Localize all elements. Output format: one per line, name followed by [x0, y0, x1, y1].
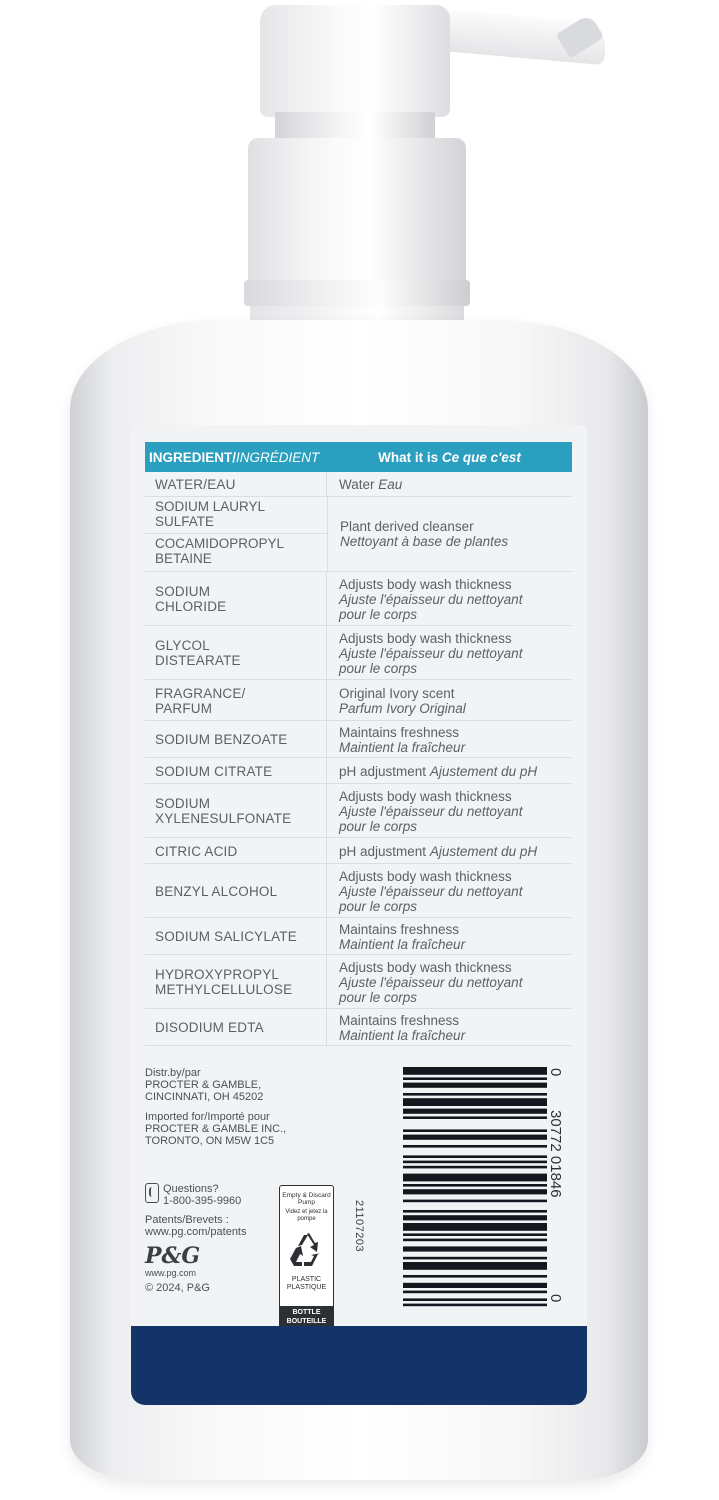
barcode-bar: [403, 1298, 547, 1301]
ingredient-line: SODIUM: [155, 584, 211, 599]
ingredient-purpose: [327, 758, 572, 783]
table-row: [145, 784, 572, 838]
ingredient-purpose: [327, 838, 572, 863]
table-header: [145, 442, 572, 472]
header-what: [327, 450, 572, 465]
purpose-en: Original Ivory scent: [339, 685, 455, 701]
ingredient-line: SODIUM BENZOATE: [155, 732, 288, 747]
barcode-bar: [403, 1077, 547, 1080]
barcode-bar: [403, 1210, 547, 1213]
purpose-line: [339, 477, 572, 492]
recycle-instruction: Empty & Discard Pump: [282, 1192, 331, 1206]
table-row-group: [145, 497, 572, 572]
ingredient-line: COCAMIDOPROPYL: [155, 536, 285, 551]
purpose-en: Plant derived cleanser: [340, 519, 474, 534]
pg-website: www.pg.com: [145, 1268, 197, 1278]
ingredient-purpose: [327, 918, 572, 954]
barcode-bar: [403, 1135, 547, 1140]
ingredient-name: [145, 955, 327, 1008]
table-row: [145, 838, 572, 864]
questions-label: Questions?: [163, 1183, 219, 1195]
table-row: [145, 626, 572, 680]
ingredient-line: CHLORIDE: [155, 599, 227, 614]
barcode-bar: [403, 1223, 547, 1231]
barcode-bar: [403, 1262, 547, 1270]
barcode-bar: [403, 1283, 547, 1288]
distributor-info: [145, 1067, 305, 1155]
purpose-fr: Ajuste l'épaisseur du nettoyant: [339, 803, 523, 819]
header-what-fr: Ce que c'est: [441, 449, 521, 465]
lot-code: 21107203: [353, 1200, 365, 1253]
purpose-en: Adjusts body wash thickness: [339, 959, 512, 975]
purpose-fr-cont: pour le corps: [339, 818, 418, 834]
ingredient-purpose: [327, 572, 572, 625]
purpose-en: pH adjustment: [339, 843, 427, 859]
phone-text: [163, 1183, 241, 1207]
barcode-bar: [403, 1067, 547, 1075]
pump-collar: [248, 138, 466, 298]
phone-icon: [145, 1183, 159, 1203]
material-en: PLASTIC: [291, 1276, 322, 1283]
patents-url: www.pg.com/patents: [145, 1226, 247, 1238]
type-fr: BOUTEILLE: [286, 1318, 327, 1325]
group-ingredients: [145, 497, 328, 571]
purpose-fr-cont: pour le corps: [339, 606, 418, 622]
ingredient-line: METHYLCELLULOSE: [155, 982, 293, 997]
barcode-digit-left: 0: [547, 1068, 564, 1077]
collar-ring: [244, 280, 470, 306]
ingredient-name: [145, 534, 327, 571]
recycle-material: [280, 1276, 333, 1292]
recycle-type: [279, 1306, 334, 1328]
ingredient-purpose: [327, 864, 572, 917]
purpose-fr-cont: pour le corps: [339, 898, 418, 914]
barcode-bar: [403, 1093, 547, 1096]
table-row: [145, 680, 572, 721]
purpose-fr: Maintient la fraîcheur: [339, 936, 466, 952]
barcode-bar: [403, 1275, 547, 1278]
purpose-line: [339, 844, 572, 859]
header-ingredient: [145, 450, 327, 465]
purpose-en: pH adjustment: [339, 763, 427, 779]
barcode-bar: [403, 1257, 547, 1260]
barcode-bar: [403, 1098, 547, 1106]
ingredient-purpose: [327, 955, 572, 1008]
copyright: © 2024, P&G: [145, 1282, 210, 1294]
table-row: [145, 955, 572, 1009]
purpose-en: Adjusts body wash thickness: [339, 630, 512, 646]
barcode-bar: [403, 1304, 547, 1307]
barcode-digits: [547, 1066, 566, 1306]
recycle-badge: [279, 1185, 334, 1328]
ingredient-name: [145, 1009, 327, 1045]
distr-line3: CINCINNATI, OH 45202: [145, 1091, 264, 1103]
ingredient-line: CITRIC ACID: [155, 843, 238, 859]
ingredient-name: [145, 572, 327, 625]
ingredient-line: SODIUM LAURYL: [155, 499, 266, 514]
barcode-bar: [403, 1083, 547, 1088]
phone-number: 1-800-395-9960: [163, 1195, 242, 1207]
purpose-fr: Ajuste l'épaisseur du nettoyant: [339, 591, 523, 607]
import-line1: Imported for/Importé pour: [145, 1111, 270, 1123]
material-fr: PLASTIQUE: [286, 1284, 327, 1291]
purpose-en: Water: [339, 477, 375, 492]
ingredient-purpose: [327, 721, 572, 757]
ingredient-purpose: [327, 680, 572, 720]
ingredient-name: [145, 472, 327, 496]
ingredient-line: BETAINE: [155, 551, 212, 566]
purpose-fr: Ajustement du pH: [429, 763, 538, 779]
navy-label-band: [131, 1326, 587, 1405]
ingredient-line: DISTEARATE: [155, 653, 241, 668]
purpose-fr: Eau: [378, 477, 403, 492]
purpose-en: Maintains freshness: [339, 921, 460, 937]
distr-line1: Distr.by/par: [145, 1067, 201, 1079]
distr-line2: PROCTER & GAMBLE,: [145, 1079, 262, 1091]
ingredient-line: BENZYL ALCOHOL: [155, 883, 278, 899]
ingredient-line: DISODIUM EDTA: [155, 1020, 264, 1035]
barcode-bar: [403, 1116, 547, 1119]
purpose-fr-cont: pour le corps: [339, 989, 418, 1005]
purpose-fr: Parfum Ivory Original: [339, 700, 466, 716]
barcode-bar: [403, 1161, 547, 1164]
barcode-bar: [403, 1189, 547, 1194]
purpose-fr: Ajustement du pH: [429, 843, 538, 859]
purpose-fr: Ajuste l'épaisseur du nettoyant: [339, 974, 523, 990]
barcode-digits-mid: 30772 01846: [547, 1110, 564, 1198]
patents-line1: Patents/Brevets :: [145, 1214, 229, 1226]
header-what-en: What it is: [378, 449, 439, 465]
barcode-bar: [403, 1200, 547, 1203]
barcode-bar: [403, 1291, 547, 1294]
table-row: [145, 572, 572, 626]
recycle-instruction-fr: Videz et jetez la pompe: [285, 1209, 328, 1222]
purpose-en: Maintains freshness: [339, 1012, 460, 1028]
pump-stem: [275, 112, 435, 140]
barcode-bar: [403, 1246, 547, 1251]
ingredient-purpose: [327, 626, 572, 679]
table-row: [145, 472, 572, 497]
ingredient-line: SODIUM SALICYLATE: [155, 929, 297, 944]
ingredient-line: SODIUM CITRATE: [155, 763, 273, 779]
barcode-bar: [403, 1174, 547, 1182]
purpose-en: Adjusts body wash thickness: [339, 576, 512, 592]
purpose-en: Maintains freshness: [339, 724, 460, 740]
table-row: [145, 918, 572, 955]
ingredient-line: WATER/EAU: [155, 477, 236, 492]
table-row: [145, 758, 572, 784]
barcode-bar: [403, 1145, 547, 1148]
barcode: [403, 1063, 563, 1309]
ingredient-line: PARFUM: [155, 700, 213, 716]
ingredient-name: [145, 680, 327, 720]
header-ingredient-fr: INGRÉDIENT: [236, 449, 320, 465]
recycle-icon: [287, 1232, 327, 1270]
purpose-fr: Maintient la fraîcheur: [339, 739, 466, 755]
ingredient-line: XYLENESULFONATE: [155, 811, 292, 826]
ingredient-name: [145, 864, 327, 917]
purpose-line: [339, 764, 572, 779]
barcode-bar: [403, 1129, 547, 1132]
table-row: [145, 1009, 572, 1046]
ingredients-table: [145, 442, 572, 1046]
ingredient-name: [145, 758, 327, 783]
purpose-fr: Ajuste l'épaisseur du nettoyant: [339, 645, 523, 661]
table-row: [145, 721, 572, 758]
barcode-bar: [403, 1239, 547, 1242]
purpose-fr-cont: pour le corps: [339, 660, 418, 676]
ingredient-purpose: [328, 497, 572, 571]
purpose-fr: Nettoyant à base de plantes: [340, 534, 509, 549]
purpose-en: Adjusts body wash thickness: [339, 868, 512, 884]
table-row: [145, 864, 572, 918]
ingredient-name: [145, 918, 327, 954]
ingredient-name: [145, 626, 327, 679]
ingredient-purpose: [327, 784, 572, 837]
type-en: BOTTLE: [292, 1309, 321, 1316]
ingredient-name: [145, 497, 327, 534]
pg-logo: P&G: [145, 1243, 201, 1269]
barcode-bar: [403, 1215, 547, 1220]
ingredient-purpose: [327, 472, 572, 496]
import-line2: PROCTER & GAMBLE INC.,: [145, 1123, 287, 1135]
patents-info: [145, 1214, 247, 1238]
questions-contact: [145, 1183, 241, 1207]
purpose-en: Adjusts body wash thickness: [339, 788, 512, 804]
ingredient-line: SULFATE: [155, 514, 215, 529]
back-label: [131, 425, 587, 1405]
ingredient-name: [145, 784, 327, 837]
purpose-fr: Ajuste l'épaisseur du nettoyant: [339, 883, 523, 899]
purpose-fr: Maintient la fraîcheur: [339, 1027, 466, 1043]
barcode-digit-right: 0: [547, 1294, 564, 1303]
ingredient-name: [145, 838, 327, 863]
barcode-bar: [403, 1233, 547, 1236]
ingredient-line: SODIUM: [155, 796, 211, 811]
import-line3: TORONTO, ON M5W 1C5: [145, 1135, 275, 1147]
barcode-bar: [403, 1155, 547, 1158]
ingredient-purpose: [327, 1009, 572, 1045]
barcode-bar: [403, 1184, 547, 1187]
header-ingredient-en: INGREDIENT/: [149, 449, 237, 465]
pump-head: [260, 5, 450, 117]
ingredient-line: GLYCOL: [155, 638, 210, 653]
ingredient-name: [145, 721, 327, 757]
ingredient-line: HYDROXYPROPYL: [155, 967, 280, 982]
table-body: [145, 472, 572, 1046]
barcode-bar: [403, 1109, 547, 1114]
barcode-bar: [403, 1166, 547, 1169]
ingredient-line: FRAGRANCE/: [155, 685, 246, 701]
